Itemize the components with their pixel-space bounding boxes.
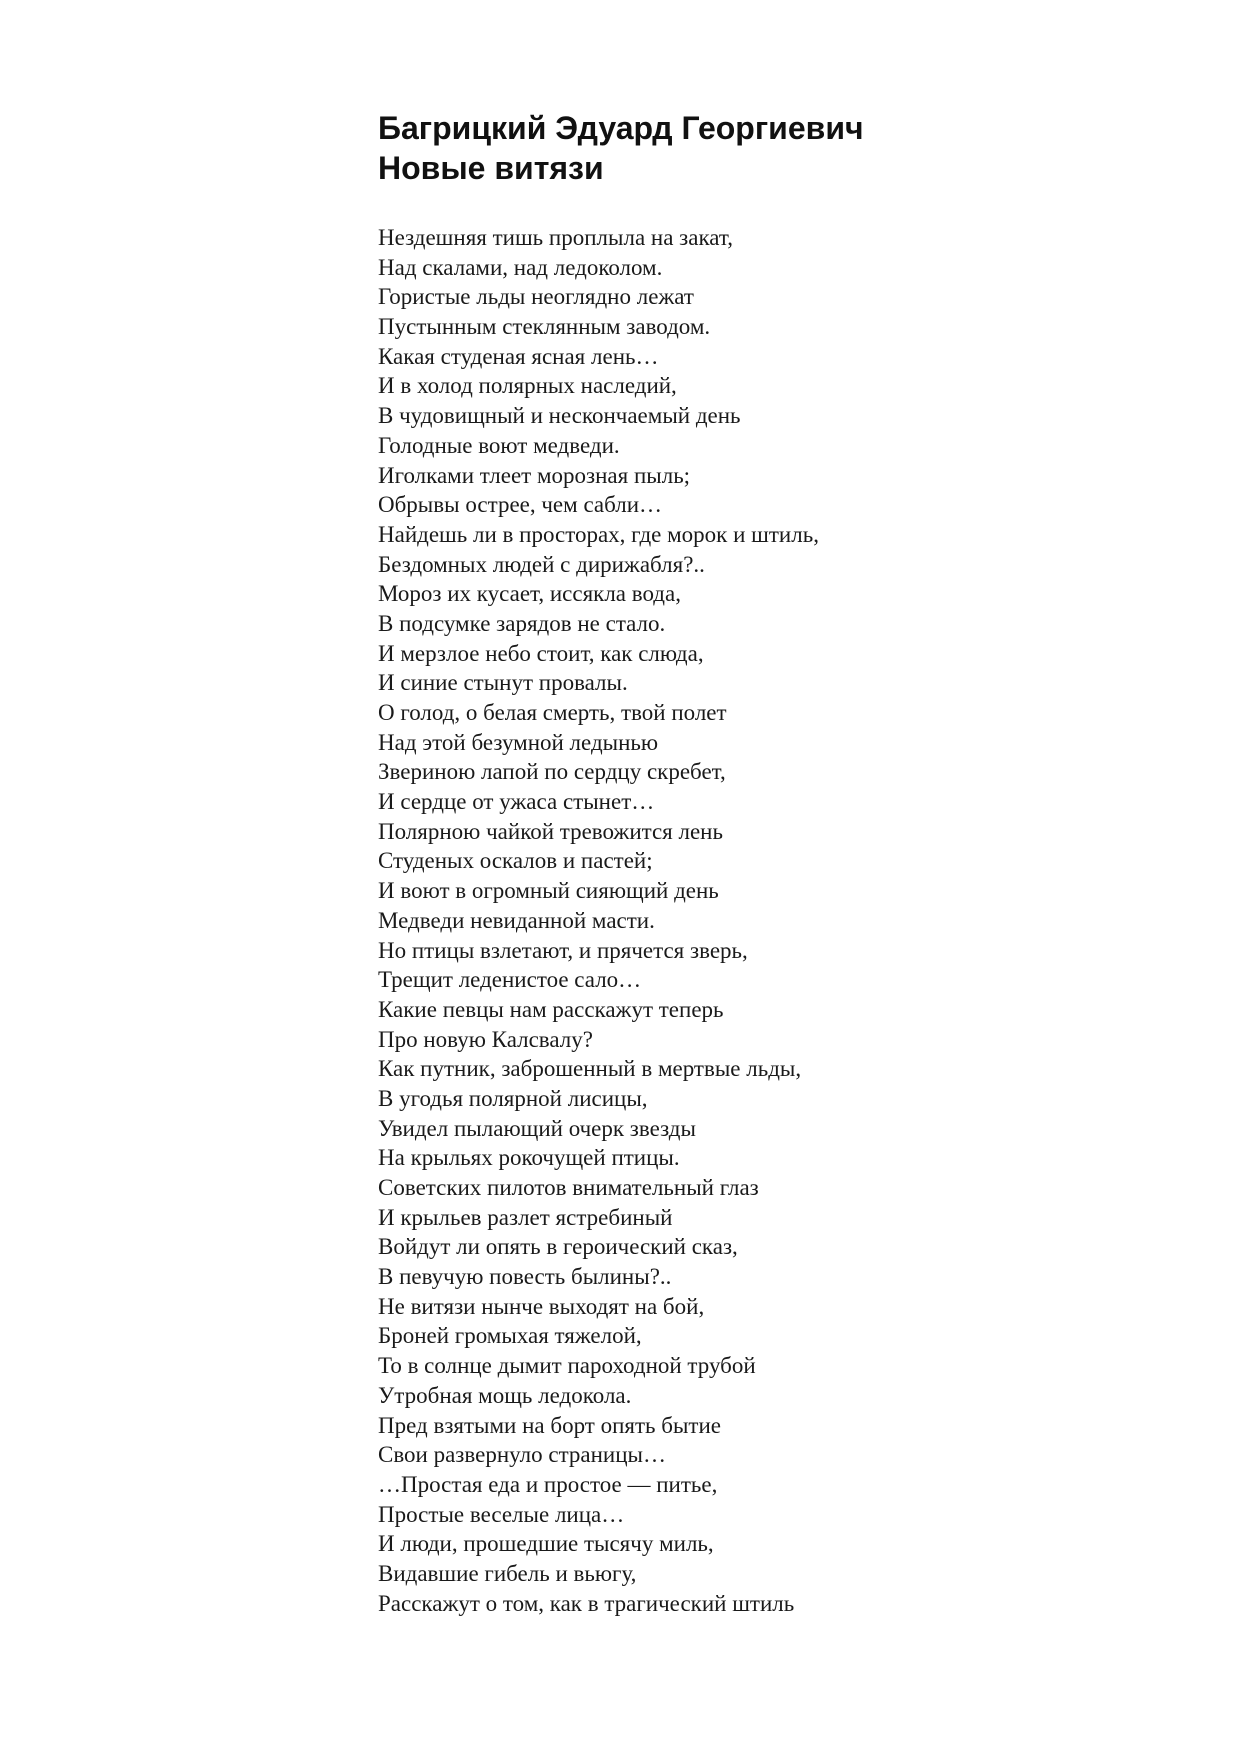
- poem-line: Увидел пылающий очерк звезды: [378, 1115, 696, 1141]
- poem-line: Какая студеная ясная лень…: [378, 343, 659, 369]
- poem-line: Броней громыхая тяжелой,: [378, 1323, 642, 1349]
- poem-line: И мерзлое небо стоит, как слюда,: [378, 640, 704, 666]
- poem-line: Полярною чайкой тревожится лень: [378, 818, 723, 844]
- poem-line: Нездешняя тишь проплыла на закат,: [378, 225, 733, 250]
- poem-line: В подсумке зарядов не стало.: [378, 610, 666, 636]
- poem-line: Трещит леденистое сало…: [378, 967, 642, 993]
- poem-line: О голод, о белая смерть, твой полет: [378, 700, 727, 725]
- poem-line: Пред взятыми на борт опять бытие: [378, 1412, 721, 1438]
- poem-line: В чудовищный и нескончаемый день: [378, 403, 741, 429]
- poem-line: Пустынным стеклянным заводом.: [378, 314, 711, 340]
- poem-line: В угодья полярной лисицы,: [378, 1085, 648, 1111]
- poem-line: На крыльях рокочущей птицы.: [378, 1145, 680, 1171]
- poem-line: И люди, прошедшие тысячу миль,: [378, 1531, 714, 1557]
- poem-line: И крыльев разлет ястребиный: [378, 1204, 673, 1230]
- poem-line: Свои развернуло страницы…: [378, 1442, 666, 1468]
- poem-line: Звериною лапой по сердцу скребет,: [378, 759, 726, 785]
- poem-line: Видавшие гибель и вьюгу,: [378, 1560, 637, 1586]
- poem-line: Не витязи нынче выходят на бой,: [378, 1293, 705, 1319]
- document-heading: [378, 108, 864, 188]
- poem-line: Найдешь ли в просторах, где морок и штиль,: [378, 521, 819, 547]
- poem-line: Бездомных людей с дирижабля?..: [378, 551, 705, 577]
- poem-line: То в солнце дымит пароходной трубой: [378, 1353, 756, 1379]
- poem-line: Голодные воют медведи.: [378, 432, 620, 458]
- poem-line: И синие стынут провалы.: [378, 670, 628, 696]
- poem-title: Новые витязи: [378, 150, 604, 186]
- poem-line: Войдут ли опять в героический сказ,: [378, 1234, 738, 1260]
- poem-line: Мороз их кусает, иссякла вода,: [378, 581, 681, 607]
- poem-line: …Простая еда и простое — питье,: [378, 1471, 718, 1497]
- author-name: Багрицкий Эдуард Георгиевич: [378, 110, 864, 146]
- poem-line: Какие певцы нам расскажут теперь: [378, 996, 724, 1022]
- poem-line: Про новую Калсвалу?: [378, 1026, 593, 1052]
- poem-line: Утробная мощь ледокола.: [378, 1382, 632, 1408]
- poem-line: Обрывы острее, чем сабли…: [378, 492, 663, 518]
- poem-line: Советских пилотов внимательный глаз: [378, 1175, 759, 1200]
- poem-line: И воют в огромный сияющий день: [378, 878, 719, 904]
- poem-line: И сердце от ужаса стынет…: [378, 789, 655, 815]
- poem-line: Студеных оскалов и пастей;: [378, 848, 653, 874]
- poem-line: Иголками тлеет морозная пыль;: [378, 462, 691, 488]
- poem-line: Как путник, заброшенный в мертвые льды,: [378, 1056, 802, 1082]
- poem-line: В певучую повесть былины?..: [378, 1264, 672, 1290]
- poem-line: И в холод полярных наследий,: [378, 373, 677, 399]
- poem-line: Над скалами, над ледоколом.: [378, 254, 663, 280]
- poem-line: Но птицы взлетают, и прячется зверь,: [378, 937, 748, 963]
- poem-body: [378, 223, 819, 1618]
- poem-line: Гористые льды неоглядно лежат: [378, 284, 694, 310]
- poem-line: Простые веселые лица…: [378, 1501, 625, 1527]
- poem-line: Расскажут о том, как в трагический штиль: [378, 1590, 795, 1616]
- poem-line: Над этой безумной ледынью: [378, 729, 659, 755]
- poem-line: Медведи невиданной масти.: [378, 907, 655, 933]
